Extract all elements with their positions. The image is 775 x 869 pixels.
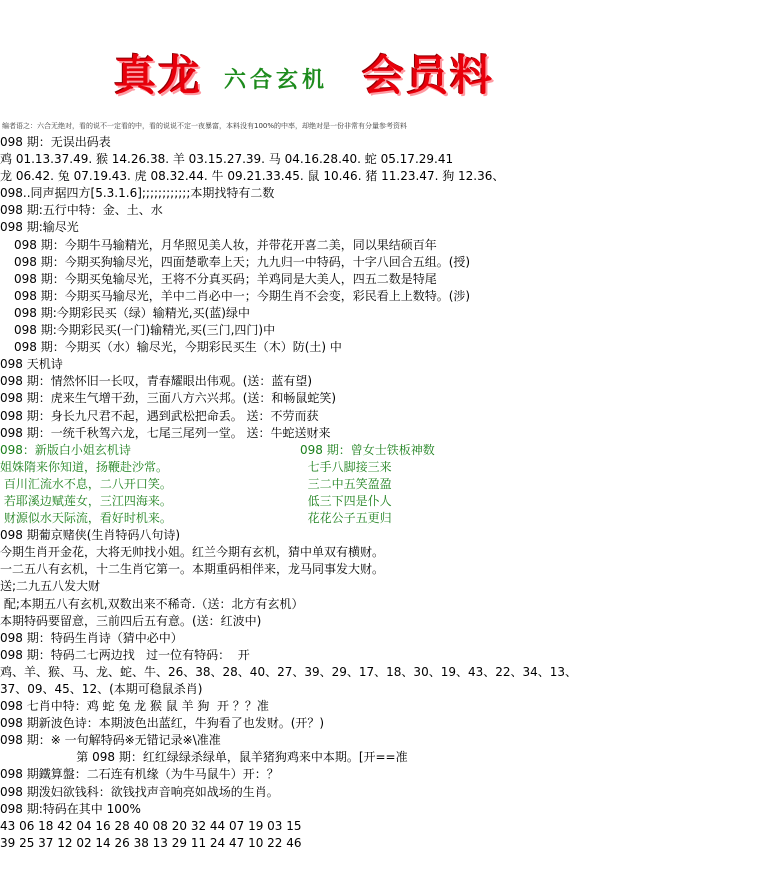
line-special-code-note: 本期特码要留意，三前四后五有意。(送：红波中) xyxy=(0,613,262,628)
forecast-text-block xyxy=(0,134,775,852)
disclaimer: 编者语之：六合无绝对，看的说不一定看的中，看的说说不定一夜暴富，本料没有100%的中率，却绝对是一份非常有分量参考资料 xyxy=(2,122,408,130)
poem-pair-row xyxy=(0,510,775,527)
line-lose-all-1: 098 期：今期牛马输精光，月华照见美人妆，并带花开喜二美，同以果结硕百年 xyxy=(14,237,437,252)
logo-title-right: 会员料 xyxy=(362,51,495,100)
line-lose-all-5: 098 期:今期彩民买（绿）输精光,买(蓝)绿中 xyxy=(14,305,250,320)
line-final-numbers-1: 43 06 18 42 04 16 28 40 08 20 32 44 07 19 03 15 xyxy=(0,818,302,833)
line-final-numbers-2: 39 25 37 12 02 14 26 38 13 29 11 24 47 10 22 46 xyxy=(0,835,302,850)
line-macau-gambler: 098 期葡京赌侠(生肖特码八句诗) xyxy=(0,528,181,543)
line-number-list-1: 鸡、羊、猴、马、龙、蛇、牛、26、38、28、40、27、39、29、17、18、30、19、43、22、34、13、 xyxy=(0,664,578,679)
line-iron-abacus: 098 期鐵算盤：二石连有机缘（为牛马鼠牛）开：？ xyxy=(0,767,279,782)
line-error-free-table: 098 期：无误出码表 xyxy=(0,135,111,149)
line-lose-all-6: 098 期:今期彩民买(一门)输精光,买(三门,四门)中 xyxy=(14,323,276,338)
line-one-sentence: 098 期：※ 一句解特码※无错记录※\准准 xyxy=(0,733,221,748)
poem-pair-left: 财源似水天际流，看好时机来。 xyxy=(0,511,172,526)
poem-pair-row xyxy=(0,476,775,493)
line-poem-4: 098 期：一统千秋驾六龙，七尾三尾列一堂。 送：牛蛇送财来 xyxy=(0,425,331,440)
poem-pair-right: 三二中五笑盈盈 xyxy=(300,476,392,491)
poem-pair-right: 七手八脚接三来 xyxy=(300,459,392,474)
line-lose-all-heading: 098 期:输尽光 xyxy=(0,220,79,235)
line-gambler-2: 一二五八有玄机，十二生肖它第一。本期重码相伴来，龙马同事发大财。 xyxy=(0,562,385,577)
line-two-seven: 098 期：特码二七两边找 过一位有特码： 开 xyxy=(0,647,250,662)
line-zodiac-numbers-1: 鸡 01.13.37.49. 猴 14.26.38. 羊 03.15.27.39. 马 04.16.28.40. 蛇 05.17.29.41 xyxy=(0,152,454,167)
line-wave-color: 098 期新波色诗：本期波色出蓝红，牛狗看了也发财。(开？) xyxy=(0,716,325,731)
line-poem-1: 098 期：情然怀旧一长叹，青春耀眼出伟观。(送：蓝有望) xyxy=(0,374,313,389)
poem-pair-heading xyxy=(0,442,775,459)
line-gambler-1: 今期生肖开金花，大将无帅找小姐。红兰今期有玄机，猜中单双有横财。 xyxy=(0,545,385,560)
line-gambler-4: 配;本期五八有玄机,双数出来不稀奇.（送：北方有玄机） xyxy=(0,596,304,611)
poem-pair-row xyxy=(0,493,775,510)
poem-pair-right: 花花公子五更归 xyxy=(300,511,392,526)
poem-pair-left: 098：新版白小姐玄机诗 xyxy=(0,442,131,457)
line-lose-all-7: 098 期：今期买（水）输尽光，今期彩民买生（木）防(土) 中 xyxy=(14,340,342,355)
line-one-sentence-detail: 第 098 期：红红绿绿杀绿单，鼠羊猪狗鸡来中本期。[开==准 xyxy=(0,750,408,765)
line-gambler-3: 送;二九五八发大财 xyxy=(0,579,101,594)
line-poem-3: 098 期：身长九尺君不起，遇到武松把命丢。 送：不劳而获 xyxy=(0,408,319,423)
poem-pair-right: 098 期：曾女士铁板神数 xyxy=(300,442,435,457)
line-number-list-2: 37、09、45、12、(本期可稳鼠杀肖) xyxy=(0,682,203,696)
line-special-code-within: 098 期:特码在其中 100% xyxy=(0,801,141,816)
logo-title-left: 真龙 xyxy=(114,51,203,100)
poem-pair-right: 低三下四是仆人 xyxy=(300,493,392,508)
line-same-sound: 098..同声据四方[5.3.1.6];;;;;;;;;;;;本期找特有二数 xyxy=(0,186,275,201)
line-shrew-money: 098 期泼妇欲钱科：欲钱找声音响亮如战场的生肖。 xyxy=(0,784,279,799)
line-poem-heading: 098 天机诗 xyxy=(0,357,63,372)
line-lose-all-2: 098 期：今期买狗输尽光，四面楚歌奉上天；九九归一中特码，十字八回合五组。(授) xyxy=(14,254,471,269)
poem-pair-row xyxy=(0,459,775,476)
line-zodiac-poem: 098 期：特码生肖诗（猜中必中） xyxy=(0,630,183,645)
line-seven-zodiac: 098 七肖中特：鸡 蛇 兔 龙 猴 鼠 羊 狗 开 ？？准 xyxy=(0,699,269,714)
poem-pair-left: 若耶溪边赋莲女，三江四海来。 xyxy=(0,493,172,508)
line-lose-all-4: 098 期：今期买马输尽光，羊中二肖必中一；今期生肖不会变，彩民看上上数特。(涉) xyxy=(14,288,471,303)
logo-title-middle: 六合玄机 xyxy=(224,67,329,93)
poem-pair-left: 百川汇流水不息，二八开口笑。 xyxy=(0,476,172,491)
line-five-elements: 098 期:五行中特：金、土、水 xyxy=(0,203,163,218)
poem-pair-left: 姐姝隋来你知道，扬鞭赴沙常。 xyxy=(0,459,169,474)
line-poem-2: 098 期：虎来生气增干劲，三面八方六兴邦。(送：和畅鼠蛇笑) xyxy=(0,391,337,406)
line-lose-all-3: 098 期：今期买兔输尽光，王将不分真买码；羊鸡同是大美人，四五二数是特尾 xyxy=(14,271,437,286)
line-zodiac-numbers-2: 龙 06.42. 兔 07.19.43. 虎 08.32.44. 牛 09.21.33.45. 鼠 10.46. 猪 11.23.47. 狗 12.36、 xyxy=(0,169,505,184)
logo-banner xyxy=(0,48,775,108)
